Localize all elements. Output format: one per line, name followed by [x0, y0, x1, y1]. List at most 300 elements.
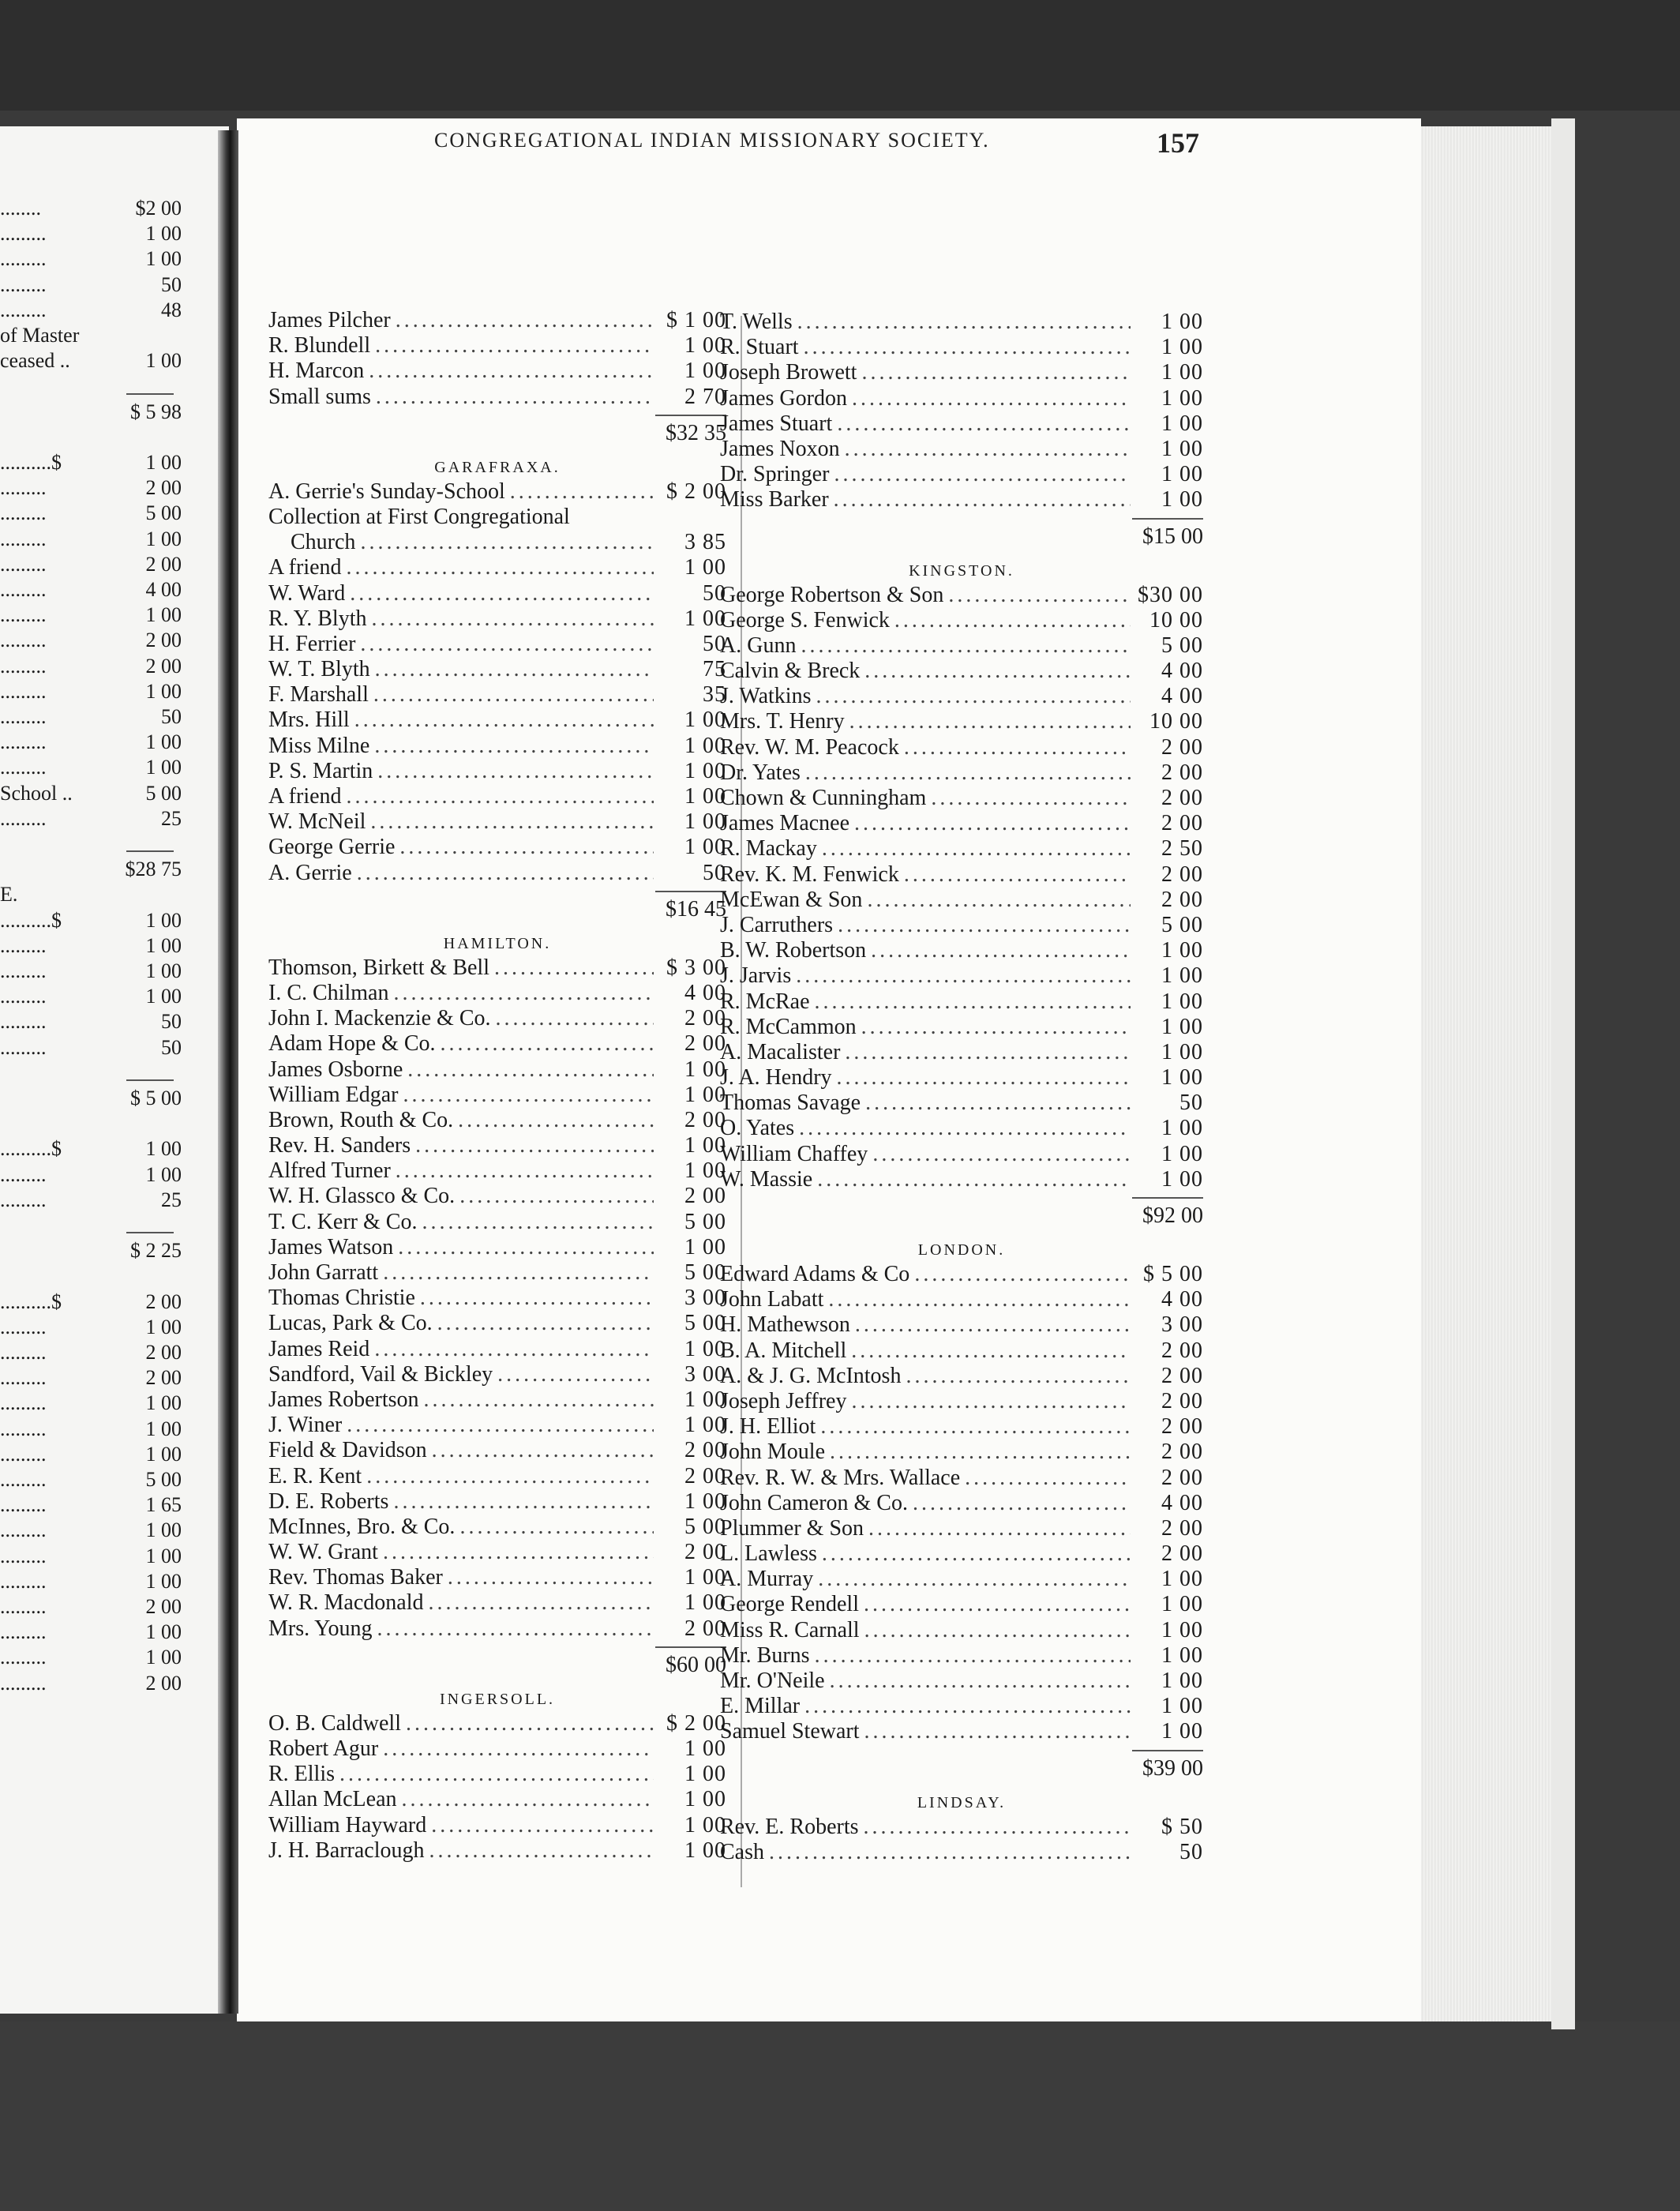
leader-dots [948, 583, 1131, 608]
contribution-row [720, 1466, 1203, 1491]
contribution-row [268, 1787, 726, 1812]
contributor-name: A. Gerrie's Sunday-School [268, 479, 505, 504]
left-page-row [0, 1086, 182, 1111]
left-page-amount: 1 00 [145, 247, 182, 271]
contribution-row [720, 1618, 1203, 1643]
contribution-row [720, 1090, 1203, 1116]
scan-background-bottom [0, 2021, 1680, 2211]
contribution-row [720, 1541, 1203, 1567]
left-page-text: ......... [0, 1417, 47, 1440]
contributor-name: Thomas Christie [268, 1286, 415, 1311]
leader-dots [366, 1464, 654, 1489]
contribution-row [268, 1031, 726, 1057]
left-page-row [0, 1442, 182, 1467]
leader-dots [822, 1541, 1131, 1567]
left-page-text: School .. [0, 781, 73, 805]
left-page-row [0, 552, 182, 577]
left-page-total-rule [126, 850, 174, 852]
contributor-name: E. R. Kent [268, 1463, 362, 1488]
total-rule [655, 891, 726, 892]
left-page-amount: $28 75 [125, 858, 182, 881]
contributor-name: James Gordon [720, 385, 847, 411]
contribution-row [268, 809, 726, 835]
leader-dots [849, 709, 1131, 734]
left-page-row [0, 755, 182, 780]
leader-dots [370, 809, 654, 835]
contribution-amount: 1 00 [1161, 360, 1203, 385]
left-page-text: ......... [0, 603, 47, 627]
contributor-name: R. McCammon [720, 1014, 857, 1039]
leader-dots [894, 608, 1131, 633]
contributor-name: Thomson, Birkett & Bell [268, 955, 489, 980]
contribution-row [268, 1210, 726, 1235]
left-page-text: ......... [0, 985, 47, 1008]
left-page-text: ......... [0, 552, 47, 576]
contribution-row [268, 1515, 726, 1540]
contribution-amount: 2 00 [684, 1107, 726, 1132]
contribution-row [268, 1616, 726, 1642]
left-page-text: ......... [0, 476, 47, 500]
leader-dots [815, 989, 1131, 1015]
left-page-text: ..........$ [0, 908, 62, 932]
total-rule [655, 1646, 726, 1648]
contribution-amount: 1 00 [684, 809, 726, 835]
left-page-text: ......... [0, 1569, 47, 1593]
contribution-row [720, 862, 1203, 888]
left-page-amount: 48 [161, 298, 182, 321]
left-page-text: ......... [0, 1035, 47, 1059]
contribution-amount: 10 00 [1149, 709, 1203, 734]
leader-dots [904, 862, 1131, 888]
contribution-amount: 2 00 [684, 1184, 726, 1209]
left-page-text: ......... [0, 1366, 47, 1390]
leader-dots [383, 1260, 654, 1286]
contributor-name: George S. Fenwick [720, 607, 890, 633]
left-page-row [0, 679, 182, 704]
contributor-name: J. Carruthers [720, 912, 834, 937]
contributor-name: W. H. Glassco & Co. [268, 1184, 456, 1209]
contributor-name: John Cameron & Co. [720, 1490, 908, 1515]
contribution-amount: 1 00 [1161, 938, 1203, 963]
contribution-amount: 2 00 [684, 1438, 726, 1463]
contribution-row [720, 1694, 1203, 1719]
leader-dots [375, 657, 654, 682]
contribution-row [268, 657, 726, 682]
contribution-row [268, 784, 726, 809]
contributor-name: John Labatt [720, 1287, 824, 1312]
contributor-name: J. Watkins [720, 684, 812, 709]
contribution-row [720, 1167, 1203, 1192]
leader-dots [864, 1618, 1131, 1643]
contribution-row [268, 308, 726, 333]
contribution-amount: 1 00 [684, 1387, 726, 1412]
contribution-amount: 5 00 [1161, 633, 1203, 658]
contribution-amount: 1 00 [1161, 385, 1203, 411]
left-page-row [0, 450, 182, 475]
total-rule [1132, 1750, 1203, 1751]
left-page-row [0, 602, 182, 628]
contribution-row [268, 1438, 726, 1463]
contribution-amount: 1 00 [1161, 1669, 1203, 1693]
contribution-amount: 1 00 [684, 784, 726, 809]
leader-dots [373, 682, 654, 708]
contribution-amount: 2 00 [684, 1463, 726, 1488]
contribution-amount: 3 00 [1161, 1312, 1203, 1338]
left-page-text: ..........$ [0, 1289, 62, 1313]
left-page-amount: 2 00 [145, 552, 182, 576]
left-page-row [0, 704, 182, 730]
contribution-row [268, 1540, 726, 1565]
leader-dots [431, 1813, 654, 1838]
leader-dots [393, 1489, 654, 1515]
left-page-amount: 1 00 [145, 756, 182, 779]
contribution-amount: 1 00 [1161, 1567, 1203, 1592]
contributor-name: R. Stuart [720, 335, 799, 360]
left-page-text: ......... [0, 247, 47, 271]
contribution-amount: 5 00 [684, 1311, 726, 1336]
contribution-row [268, 606, 726, 632]
contribution-row [268, 1464, 726, 1489]
contribution-row [720, 633, 1203, 659]
contributor-name: George Robertson & Son [720, 582, 944, 607]
contribution-amount: 1 00 [1161, 1065, 1203, 1090]
left-page-row [0, 246, 182, 272]
contributor-name: James Osborne [268, 1057, 403, 1082]
left-page-amount: 1 00 [145, 730, 182, 754]
leader-dots [339, 1762, 654, 1787]
contribution-row [720, 1312, 1203, 1338]
contributor-name: Edward Adams & Co [720, 1262, 910, 1286]
contributor-name: J. A. Hendry [720, 1065, 832, 1090]
contribution-amount: 2 00 [1161, 786, 1203, 810]
leader-dots [403, 1083, 654, 1108]
left-page-amount: 1 00 [145, 1518, 182, 1542]
contribution-row [268, 1565, 726, 1590]
contributor-name: J. H. Barraclough [268, 1837, 425, 1863]
contributor-name: A friend [268, 784, 342, 809]
contribution-row [720, 1840, 1203, 1865]
contribution-amount: 3 85 [684, 530, 726, 555]
contribution-amount: 35 [703, 682, 726, 708]
contribution-row [720, 1364, 1203, 1389]
contributor-name: Church [291, 530, 356, 555]
contribution-row [720, 1592, 1203, 1617]
contributor-name: James Pilcher [268, 308, 391, 332]
leader-dots [377, 759, 654, 784]
contributor-name: Allan McLean [268, 1787, 397, 1812]
contribution-row [720, 1040, 1203, 1065]
left-page-text: ......... [0, 756, 47, 779]
contributor-name: R. Mackay [720, 836, 817, 862]
contributor-name: R. Blundell [268, 333, 371, 358]
contribution-amount: 1 00 [684, 1565, 726, 1590]
leader-dots [497, 1362, 654, 1387]
leader-dots [377, 1616, 654, 1642]
contribution-amount: 4 00 [1161, 1287, 1203, 1312]
total-amount: $32 35 [666, 420, 726, 445]
contribution-amount: 1 00 [1161, 1014, 1203, 1039]
contribution-row [720, 760, 1203, 786]
leader-dots [354, 708, 654, 733]
contributor-name: Dr. Springer [720, 462, 830, 487]
contributor-name: O. B. Caldwell [268, 1710, 401, 1736]
contribution-row [268, 759, 726, 784]
leader-dots [837, 1065, 1131, 1090]
left-page-text: ......... [0, 1671, 47, 1695]
contribution-amount: 1 00 [1161, 1617, 1203, 1642]
left-page-amount: 2 00 [145, 629, 182, 652]
left-page-text: ......... [0, 298, 47, 321]
contribution-amount: 1 00 [684, 1488, 726, 1514]
left-page-amount: 2 00 [145, 1289, 182, 1313]
leader-dots [820, 1414, 1131, 1440]
contributor-name: Dr. Yates [720, 760, 801, 785]
left-page-row [0, 323, 182, 348]
total-amount: $15 00 [1142, 524, 1203, 549]
leader-dots [441, 1031, 654, 1057]
contribution-amount: 1 00 [1161, 487, 1203, 512]
section-total [268, 410, 726, 454]
column-right [720, 310, 1203, 1865]
contribution-row [268, 385, 726, 410]
leader-dots [375, 333, 654, 358]
leader-dots [904, 735, 1131, 760]
left-page-amount: 1 00 [145, 908, 182, 932]
section-total [720, 513, 1203, 557]
left-page-text: ......... [0, 1518, 47, 1542]
contribution-row [720, 888, 1203, 913]
left-page-amount: 5 00 [145, 1468, 182, 1491]
left-page-amount: $2 00 [135, 197, 182, 220]
leader-dots [360, 632, 654, 657]
contributor-name: R. McRae [720, 989, 810, 1014]
contribution-row [268, 1133, 726, 1158]
left-page-amount: $ 5 98 [130, 400, 182, 423]
contribution-row [720, 437, 1203, 462]
left-page-text: ........ [0, 197, 41, 220]
left-page-row [0, 577, 182, 602]
contributor-name: Thomas Savage [720, 1090, 861, 1116]
leader-dots [855, 1312, 1131, 1338]
total-amount: $60 00 [666, 1652, 726, 1677]
left-page-row [0, 400, 182, 425]
contribution-row [268, 955, 726, 981]
contribution-row [268, 1387, 726, 1413]
contribution-row [268, 1311, 726, 1336]
contributor-name: A. Murray [720, 1567, 814, 1592]
contribution-row [268, 632, 726, 657]
section-total [268, 1642, 726, 1686]
contribution-amount: 3 00 [684, 1361, 726, 1387]
contributor-name: W. Ward [268, 580, 346, 606]
contribution-amount: 1 00 [684, 708, 726, 733]
contribution-row [268, 1489, 726, 1515]
contributor-name: B. W. Robertson [720, 938, 867, 963]
left-page-text: ......... [0, 959, 47, 982]
leader-dots [906, 1364, 1131, 1389]
leader-dots [406, 1711, 654, 1736]
contribution-row [720, 411, 1203, 437]
left-page-amount: 2 00 [145, 1671, 182, 1695]
contributor-name: I. C. Chilman [268, 980, 389, 1005]
left-page-row [0, 1391, 182, 1416]
contribution-amount: 1 00 [1161, 989, 1203, 1014]
left-page-text: ......... [0, 578, 47, 601]
left-page-row [0, 882, 182, 907]
contribution-amount: 10 00 [1149, 607, 1203, 633]
left-page-amount: 1 00 [145, 933, 182, 957]
left-page-amount: $ 2 25 [130, 1239, 182, 1263]
left-page-amount: 50 [161, 272, 182, 296]
left-page-amount: 1 00 [145, 1646, 182, 1669]
contributor-name: T. Wells [720, 310, 793, 334]
contribution-row [720, 1669, 1203, 1694]
contributor-name: James Robertson [268, 1387, 419, 1412]
contribution-row [720, 1015, 1203, 1040]
left-page-amount: 1 00 [145, 349, 182, 373]
contribution-row [720, 1491, 1203, 1516]
leader-dots [830, 1669, 1131, 1694]
contribution-amount: $ 50 [1161, 1814, 1203, 1839]
left-page-row [0, 806, 182, 831]
left-page-amount: 1 00 [145, 959, 182, 982]
leader-dots [422, 1210, 654, 1235]
left-page-row [0, 1035, 182, 1060]
contribution-amount: 2 00 [1161, 887, 1203, 912]
contribution-row [268, 1711, 726, 1736]
leader-dots [801, 633, 1131, 659]
left-page-text: E. [0, 883, 18, 907]
leader-dots [396, 1158, 654, 1184]
left-page-row [0, 1162, 182, 1188]
contributor-name: Chown & Cunningham [720, 786, 927, 810]
contributor-name: George Rendell [720, 1592, 859, 1617]
section-heading: HAMILTON. [443, 934, 552, 952]
left-page-text: ......... [0, 806, 47, 830]
contribution-row [268, 581, 726, 606]
left-page-amount: 1 00 [145, 1544, 182, 1567]
left-page-row [0, 527, 182, 552]
leader-dots [864, 659, 1131, 684]
leader-dots [845, 437, 1131, 462]
contributor-name: Mrs. Young [268, 1616, 373, 1641]
contribution-amount: 1 00 [684, 358, 726, 384]
section-heading: LINDSAY. [917, 1793, 1007, 1811]
left-page-amount: 25 [161, 1188, 182, 1211]
contribution-row [720, 1287, 1203, 1312]
left-page-text: ......... [0, 1544, 47, 1567]
section-heading: GARAFRAXA. [434, 458, 561, 476]
contribution-amount: 1 00 [684, 1413, 726, 1438]
contribution-row [268, 555, 726, 580]
contributor-name: W. Massie [720, 1166, 813, 1192]
section-heading: INGERSOLL. [439, 1690, 556, 1708]
left-page-text: ......... [0, 654, 47, 678]
running-header: CONGREGATIONAL INDIAN MISSIONARY SOCIETY. [434, 129, 990, 152]
left-page-text: ......... [0, 1391, 47, 1415]
contribution-row [720, 1643, 1203, 1669]
contribution-amount: 2 00 [1161, 1414, 1203, 1440]
leader-dots [357, 861, 654, 886]
total-rule [655, 415, 726, 416]
left-page-amount: 1 00 [145, 985, 182, 1008]
contributor-name: L. Lawless [720, 1541, 817, 1567]
contribution-row [720, 1262, 1203, 1287]
left-page-total-rule [126, 393, 174, 395]
contributor-name: Field & Davidson [268, 1438, 427, 1463]
leader-dots [834, 462, 1131, 487]
left-page-text: ......... [0, 705, 47, 728]
contribution-row [268, 1362, 726, 1387]
contributor-name: Joseph Browett [720, 360, 857, 385]
contribution-row [268, 734, 726, 759]
column-left [268, 308, 726, 1864]
left-page-row [0, 1645, 182, 1670]
contribution-amount: 1 00 [684, 733, 726, 758]
contribution-row [268, 1838, 726, 1864]
leader-dots [459, 1184, 654, 1209]
contribution-amount: 2 00 [1161, 862, 1203, 887]
left-page-text: of Master [0, 324, 80, 347]
contributor-name: McInnes, Bro. & Co. [268, 1514, 456, 1539]
leader-dots [424, 1387, 654, 1413]
left-page-text: ......... [0, 1493, 47, 1517]
contributor-name: Cash [720, 1839, 764, 1864]
left-page-row [0, 908, 182, 933]
total-amount: $92 00 [1142, 1203, 1203, 1228]
contributor-name: Joseph Jeffrey [720, 1388, 847, 1413]
contribution-amount: 2 00 [1161, 734, 1203, 760]
contributor-name: Mr. Burns [720, 1642, 810, 1668]
contribution-amount: 1 00 [1161, 1039, 1203, 1064]
leader-dots [496, 1006, 654, 1031]
leader-dots [350, 581, 654, 606]
left-page-text: ......... [0, 1646, 47, 1669]
leader-dots [868, 1516, 1131, 1541]
leader-dots [828, 1287, 1131, 1312]
left-page-amount: 50 [161, 1010, 182, 1034]
contribution-amount: 4 00 [1161, 684, 1203, 709]
contribution-amount: 1 00 [1161, 1642, 1203, 1668]
contribution-amount: 2 00 [1161, 1388, 1203, 1413]
left-page-amount: 2 00 [145, 1341, 182, 1364]
left-page-text: ......... [0, 1595, 47, 1618]
left-page-amount: 2 00 [145, 654, 182, 678]
left-page-partial [0, 126, 229, 2014]
contributor-name: W. R. Macdonald [268, 1590, 424, 1616]
left-page-text: ......... [0, 1341, 47, 1364]
leader-dots [420, 1286, 654, 1311]
contribution-amount: 1 00 [684, 333, 726, 358]
contribution-amount: 1 00 [684, 606, 726, 631]
contribution-amount: 2 00 [1161, 1465, 1203, 1490]
section-total [268, 886, 726, 930]
contribution-row [268, 708, 726, 733]
contribution-row [720, 1440, 1203, 1465]
contributor-name: William Edgar [268, 1082, 399, 1107]
contribution-row [268, 1260, 726, 1286]
contributor-name: A. Macalister [720, 1039, 841, 1064]
left-page-row [0, 1009, 182, 1034]
leader-dots [854, 811, 1131, 836]
left-page-amount: 1 00 [145, 1442, 182, 1466]
total-rule [1132, 1197, 1203, 1199]
contribution-amount: 4 00 [1161, 659, 1203, 684]
left-page-text: ......... [0, 1010, 47, 1034]
leader-dots [432, 1438, 654, 1463]
left-page-amount: 50 [161, 705, 182, 728]
leader-dots [399, 835, 654, 860]
